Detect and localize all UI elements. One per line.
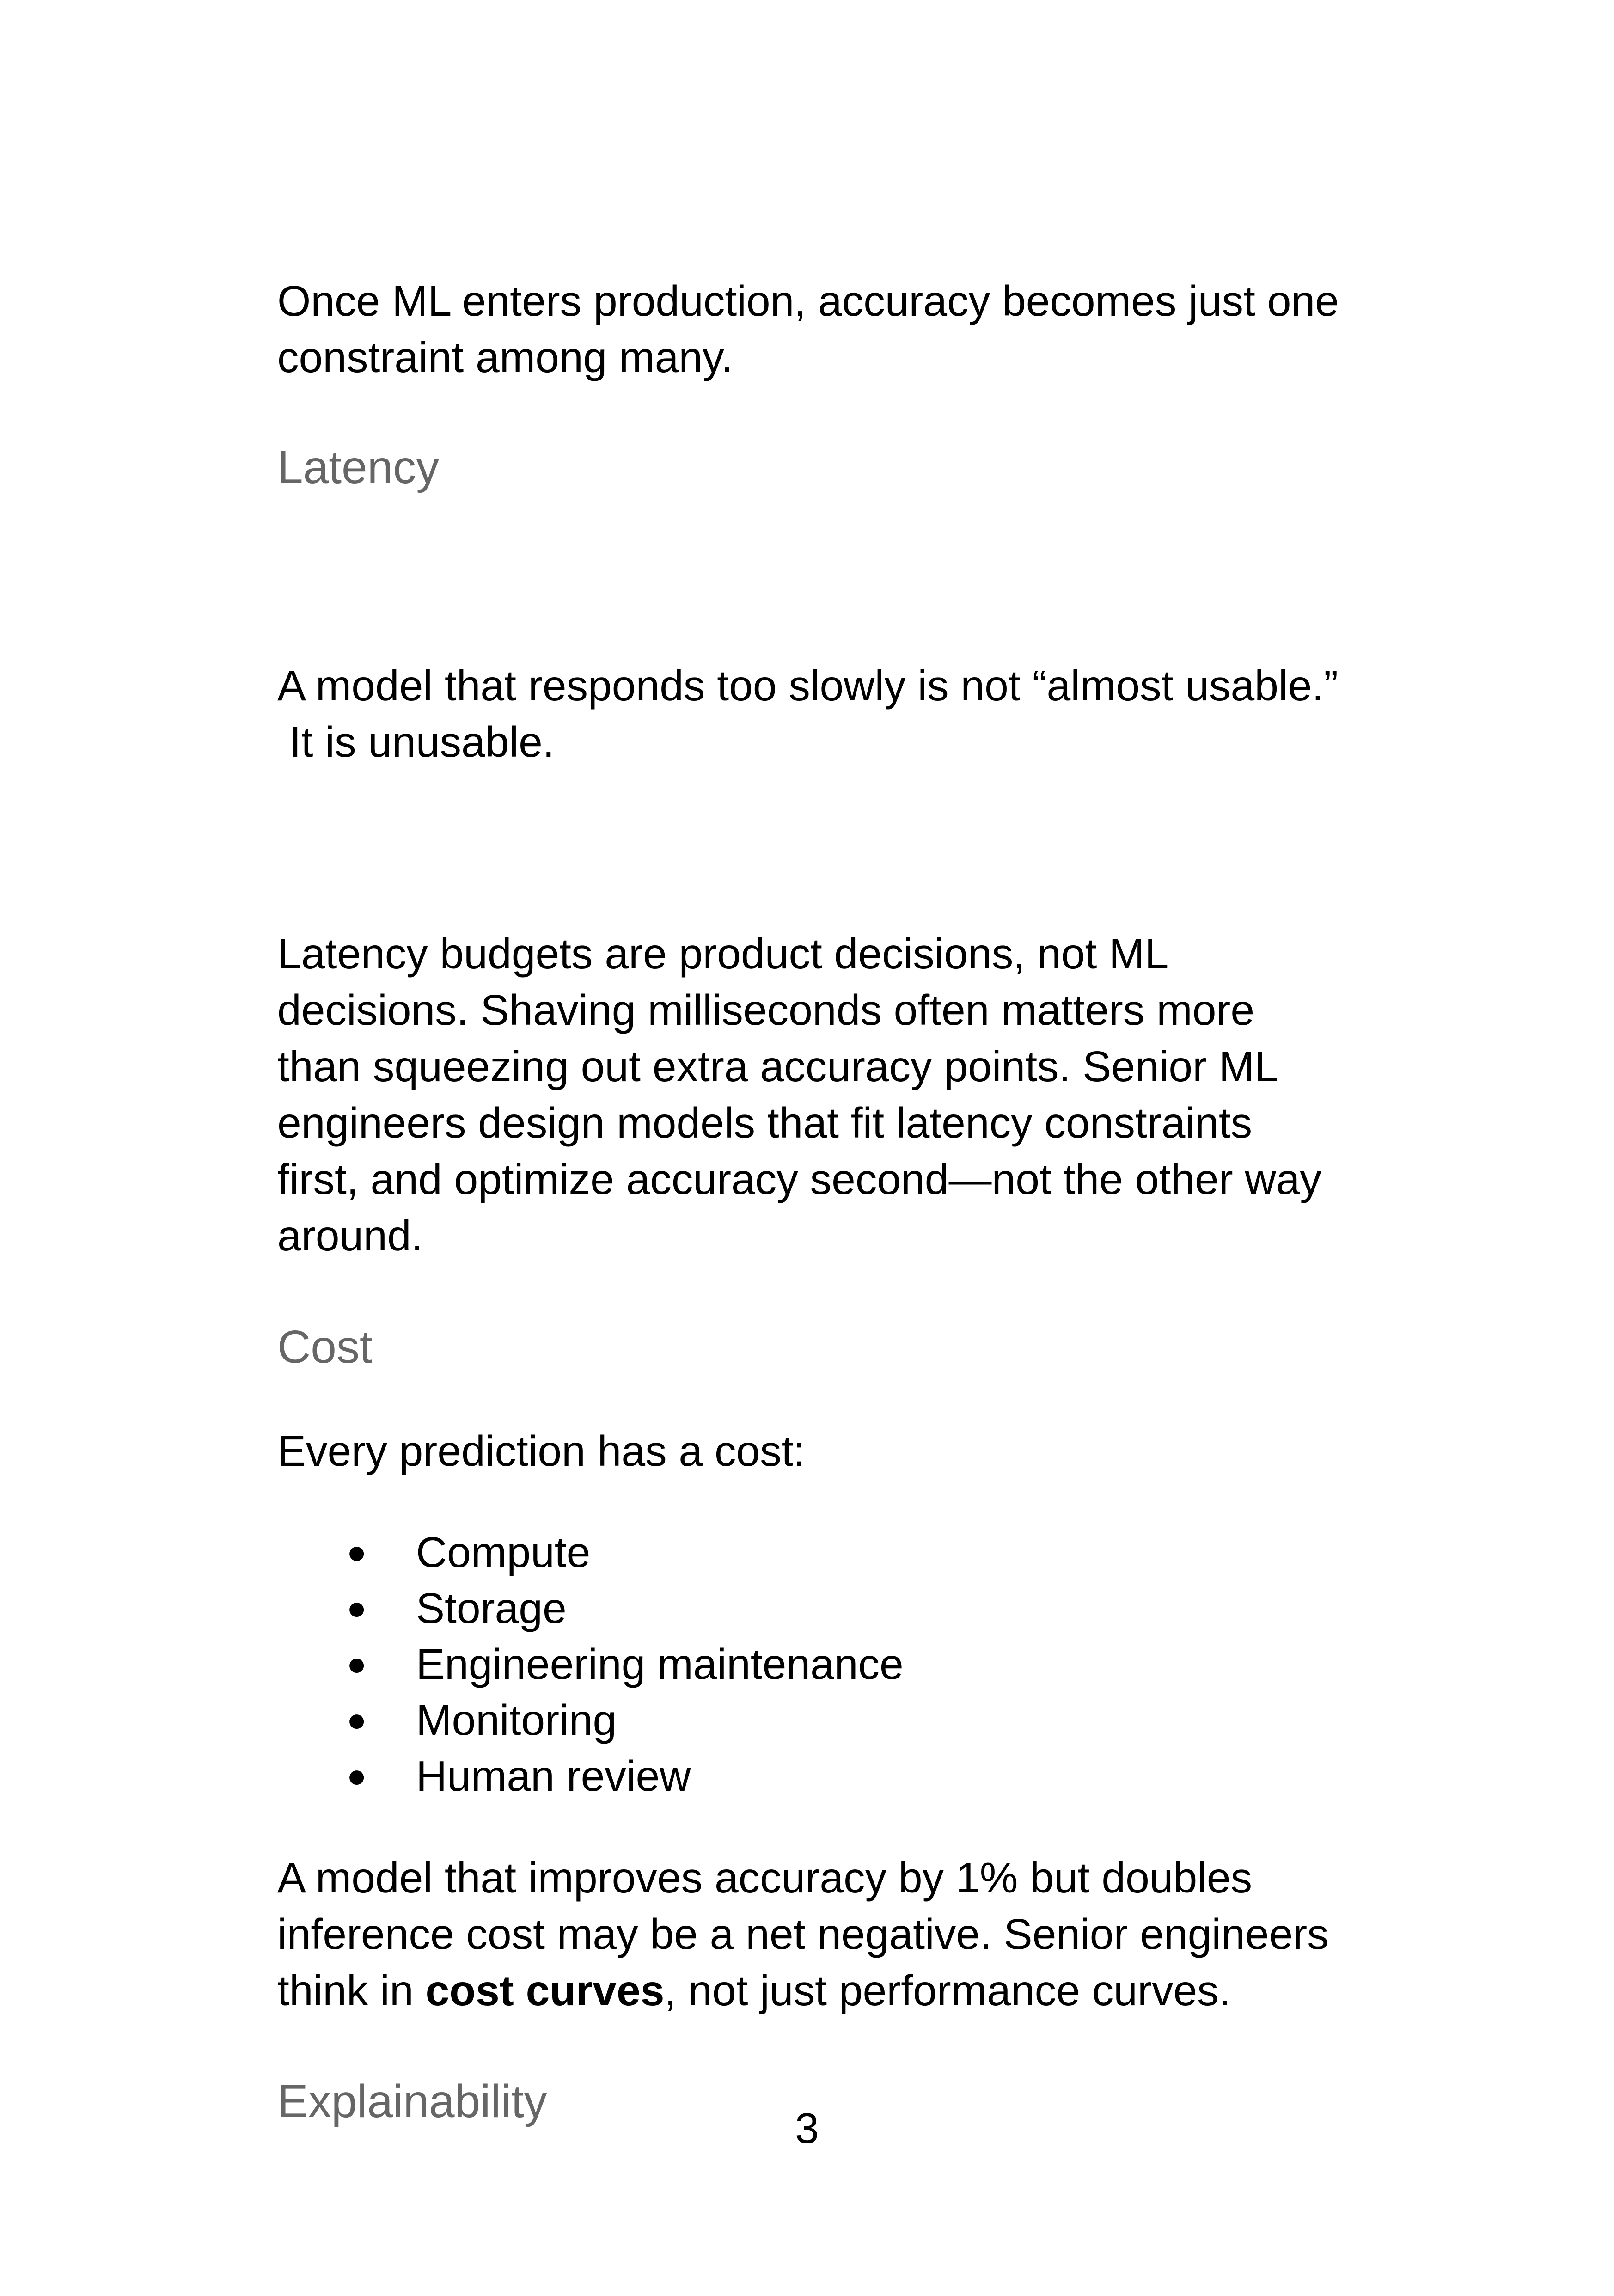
latency-paragraph-1-line-1: A model that responds too slowly is not “almost usable.” — [277, 661, 1339, 710]
list-item-label: Compute — [416, 1528, 591, 1576]
heading-explainability: Explainability — [277, 2076, 547, 2127]
list-item — [277, 1636, 1354, 1692]
heading-latency: Latency — [277, 441, 440, 493]
page-number: 3 — [795, 2104, 819, 2152]
cost-paragraph-text: A model that improves accuracy by 1% but doubles inference cost may be a net negative. Senior engineers think in — [277, 1854, 1341, 2014]
cost-paragraph-tail: , not just performance curves. — [664, 1966, 1231, 2014]
list-item — [277, 1748, 1354, 1804]
intro-paragraph: Once ML enters production, accuracy becomes just one constraint among many. — [277, 277, 1351, 381]
list-item-label: Engineering maintenance — [416, 1640, 904, 1688]
bullet-icon: ● — [347, 1534, 367, 1571]
list-item-label: Human review — [416, 1752, 691, 1800]
bullet-icon: ● — [347, 1646, 367, 1683]
page-content — [277, 273, 1354, 2130]
latency-paragraph-1-line-2: It is unusable. — [277, 718, 555, 766]
list-item-label: Monitoring — [416, 1696, 617, 1744]
cost-lead: Every prediction has a cost: — [277, 1427, 806, 1475]
cost-curves-emphasis: cost curves — [425, 1966, 665, 2014]
bullet-icon: ● — [347, 1590, 367, 1627]
latency-paragraph-1 — [277, 545, 1354, 883]
cost-paragraph — [277, 1849, 1340, 2019]
bullet-icon: ● — [347, 1702, 367, 1739]
bullet-icon: ● — [347, 1757, 367, 1794]
latency-paragraph-2: Latency budgets are product decisions, not ML decisions. Shaving milliseconds often matters more than squeezing out extra accuracy points. Senior ML engineers design models that fit latency constraints first, and optimize accuracy second—not the other way around. — [277, 930, 1333, 1260]
heading-cost: Cost — [277, 1321, 373, 1373]
list-item — [277, 1580, 1354, 1636]
list-item — [277, 1525, 1354, 1580]
list-item — [277, 1692, 1354, 1748]
list-item-label: Storage — [416, 1584, 567, 1632]
cost-list — [277, 1525, 1354, 1804]
